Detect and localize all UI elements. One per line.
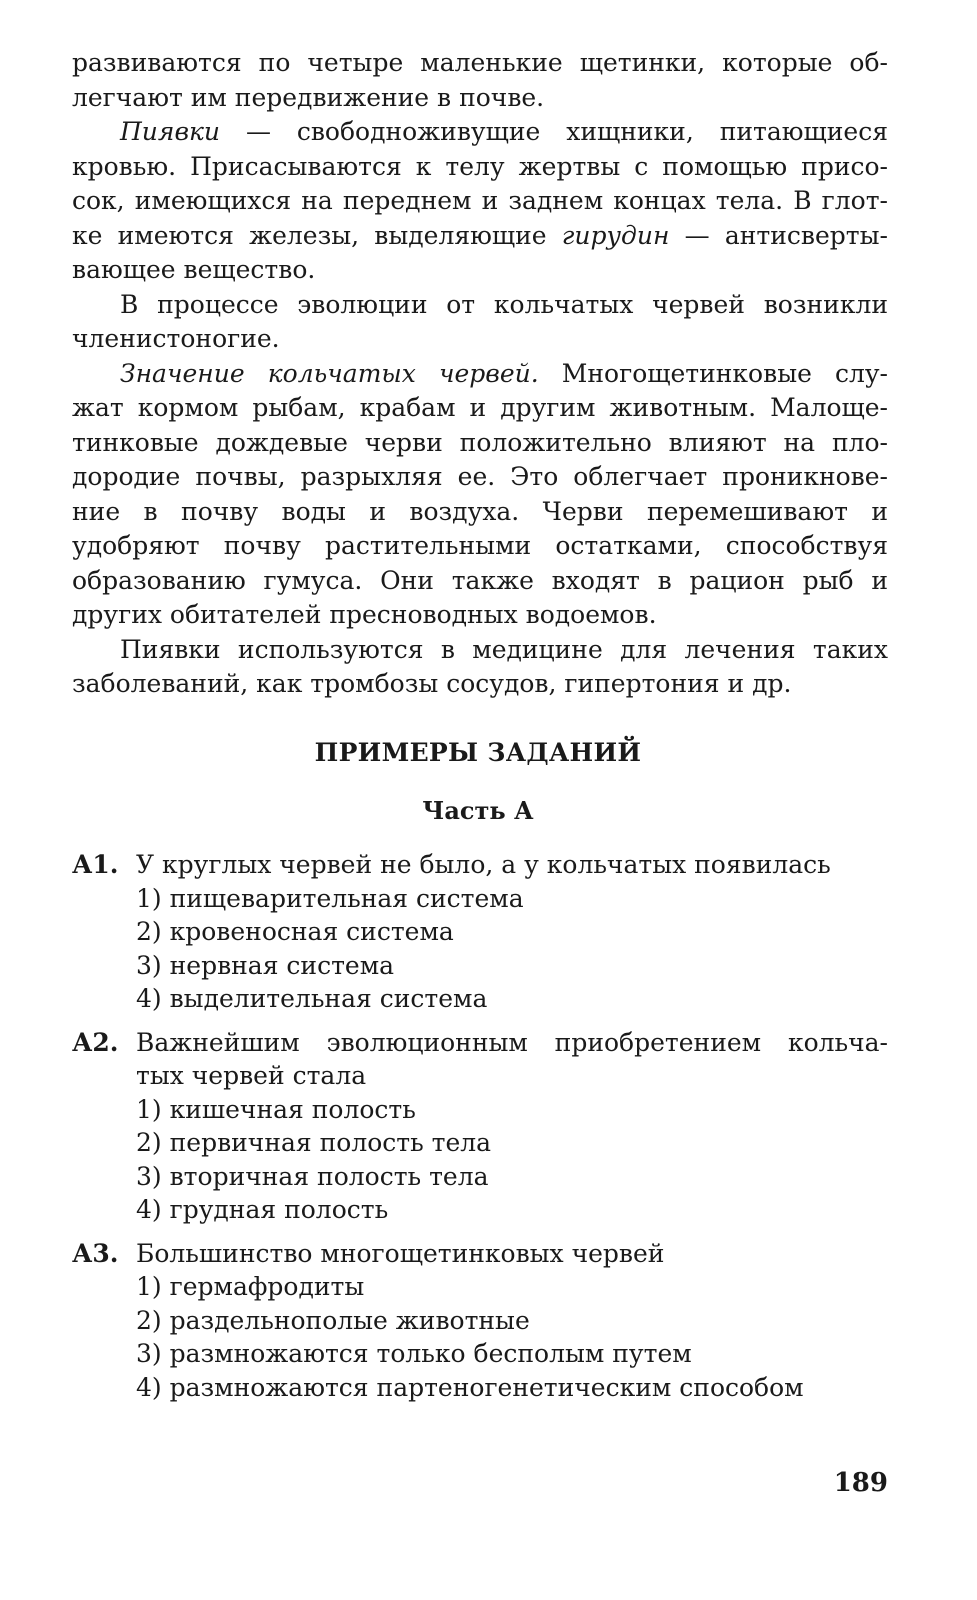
text-line: заболеваний, как тромбозы сосудов, гипертония и др. [72, 669, 792, 698]
stem-line: У круглых червей не было, а у кольчатых появилась [136, 850, 831, 879]
stem-line: Важнейшим эволюционным приобретением кольча- [136, 1027, 888, 1057]
term-italic: Значение кольчатых червей. [120, 358, 539, 388]
answer-options [72, 1270, 888, 1404]
answer-option: 2) первичная полость тела [136, 1128, 492, 1157]
text-line: образованию гумуса. Они также входят в рацион рыб и [72, 565, 888, 595]
paragraph [72, 357, 888, 633]
section-title: ПРИМЕРЫ ЗАДАНИЙ [314, 738, 642, 767]
question-number: А3. [72, 1238, 119, 1268]
paragraph [72, 288, 888, 357]
paragraph [72, 633, 888, 702]
answer-option: 2) кровеносная система [136, 917, 454, 946]
question-number: А1. [72, 850, 119, 879]
text-line: жат кормом рыбам, крабам и другим животным. Малоще- [72, 393, 888, 422]
text-line: других обитателей пресноводных водоемов. [72, 600, 657, 629]
answer-option: 4) выделительная система [136, 984, 488, 1013]
text-line: дородие почвы, разрыхляя ее. Это облегчает проникнове- [72, 462, 888, 491]
text-line: удобряют почву растительными остатками, способствуя [72, 531, 888, 560]
answer-option: 3) размножаются только бесполым путем [136, 1339, 692, 1368]
text-line: легчают им передвижение в почве. [72, 82, 545, 112]
text-fragment: ке имеются железы, выделяющие [72, 220, 562, 250]
stem-line: тых червей стала [136, 1061, 367, 1090]
page-number: 189 [833, 1468, 888, 1498]
stem-line: Большинство многощетинковых червей [136, 1238, 665, 1268]
text-line: вающее вещество. [72, 255, 316, 284]
text-fragment: — свободноживущие хищники, питающиеся [220, 117, 888, 146]
answer-option: 4) размножаются партеногенетическим способом [136, 1372, 804, 1402]
question-a3 [72, 1237, 888, 1405]
answer-option: 4) грудная полость [136, 1195, 389, 1224]
part-title: Часть А [422, 796, 534, 825]
text-fragment: Многощетинковые слу- [538, 358, 888, 388]
text-line [72, 357, 888, 392]
question-a1 [72, 848, 888, 1016]
text-line: членистоногие. [72, 324, 280, 353]
text-line: Пиявки используются в медицине для лечения таких [120, 634, 888, 664]
text-line: тинковые дождевые черви положительно влияют на пло- [72, 427, 888, 457]
question-stem [72, 848, 888, 882]
answer-option: 1) пищеварительная система [136, 883, 524, 913]
paragraph [72, 46, 888, 115]
question-a2 [72, 1026, 888, 1227]
question-list [72, 848, 888, 1414]
question-number: А2. [72, 1027, 119, 1057]
text-line: кровью. Присасываются к телу жертвы с помощью присо- [72, 151, 888, 181]
text-line: В процессе эволюции от кольчатых червей возникли [120, 289, 888, 319]
text-line: развиваются по четыре маленькие щетинки, которые об- [72, 48, 888, 77]
question-stem [72, 1026, 888, 1093]
answer-options [72, 1093, 888, 1227]
answer-option: 1) кишечная полость [136, 1094, 416, 1124]
text-line: сок, имеющихся на переднем и заднем концах тела. В глот- [72, 186, 888, 215]
text-line [72, 219, 888, 254]
answer-option: 2) раздельнополые животные [136, 1305, 530, 1335]
answer-option: 1) гермафродиты [136, 1272, 365, 1301]
question-stem [72, 1237, 888, 1271]
text-line: ние в почву воды и воздуха. Черви перемешивают и [72, 496, 888, 526]
text-fragment: — антисверты- [669, 220, 888, 250]
term-italic: Пиявки [120, 117, 221, 146]
term-italic: гирудин [561, 220, 670, 250]
answer-options [72, 882, 888, 1016]
body-text [72, 46, 888, 702]
answer-option: 3) вторичная полость тела [136, 1161, 489, 1191]
paragraph [72, 115, 888, 288]
answer-option: 3) нервная система [136, 950, 395, 980]
text-line [72, 115, 888, 150]
